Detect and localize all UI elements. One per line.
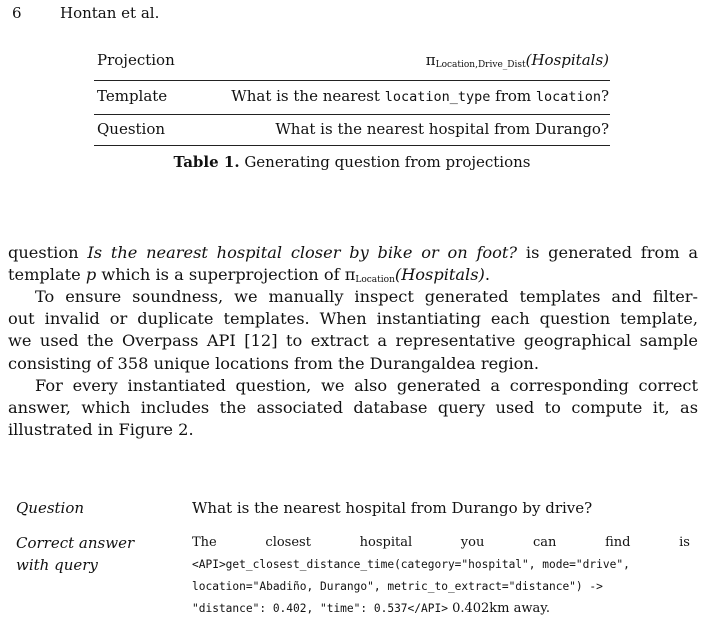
answer-label-line: with query bbox=[16, 556, 98, 574]
text-line: answer, which includes the associated database query used to compute it, as bbox=[8, 398, 698, 418]
row-value bbox=[231, 87, 609, 105]
answer-word: can bbox=[533, 535, 557, 550]
template-text: ? bbox=[600, 87, 609, 105]
answer-word: is bbox=[679, 535, 690, 550]
row-label: Projection bbox=[97, 51, 175, 69]
page-number: 6 bbox=[12, 4, 22, 22]
text-run: question bbox=[8, 243, 88, 262]
italic-run: p bbox=[85, 265, 97, 285]
api-call-line: <API>get_closest_distance_time(category="hospital", mode="drive", bbox=[192, 558, 630, 571]
row-label: Question bbox=[97, 120, 166, 138]
text-line: To ensure soundness, we manually inspect generated templates and filter- bbox=[35, 287, 698, 306]
projection-subscript: Location,Drive_Dist bbox=[435, 60, 526, 70]
text-run: template bbox=[8, 265, 86, 285]
paragraph-2 bbox=[8, 286, 698, 375]
template-code: location_type bbox=[384, 89, 491, 105]
text-line: out invalid or duplicate templates. When instantiating each question template, bbox=[8, 309, 698, 329]
text-run: . bbox=[484, 265, 491, 285]
answer-word: hospital bbox=[359, 535, 413, 550]
row-label: Template bbox=[97, 87, 168, 105]
answer-word: you bbox=[460, 535, 485, 550]
text-line: illustrated in Figure 2. bbox=[8, 420, 194, 440]
row-value bbox=[426, 51, 609, 70]
answer-tail: 0.402km away. bbox=[447, 601, 551, 616]
pi-symbol: π bbox=[344, 265, 356, 285]
row-value: What is the nearest hospital from Durango? bbox=[275, 120, 609, 138]
api-result-code: "distance": 0.402, "time": 0.537</API> bbox=[192, 602, 448, 615]
template-text: from bbox=[490, 87, 536, 105]
text-line: For every instantiated question, we also generated a corresponding correct bbox=[35, 376, 698, 395]
api-result-line bbox=[192, 598, 690, 620]
paragraph-3 bbox=[8, 375, 698, 442]
running-header bbox=[12, 4, 159, 22]
answer-word: The bbox=[192, 535, 217, 550]
paragraph-1 bbox=[8, 242, 698, 291]
text-line: consisting of 358 unique locations from the Durangaldea region. bbox=[8, 353, 540, 373]
answer-word: closest bbox=[265, 535, 311, 550]
italic-run: Is the nearest hospital closer by bike or on foot? bbox=[87, 243, 518, 262]
answer-label-line: Correct answer bbox=[16, 534, 135, 552]
running-authors: Hontan et al. bbox=[60, 4, 160, 22]
api-call-line: location="Abadiño, Durango", metric_to_extract="distance") -> bbox=[192, 580, 603, 593]
figure-question-text: What is the nearest hospital from Durango by drive? bbox=[192, 499, 593, 517]
answer-word: find bbox=[605, 535, 631, 550]
table-caption bbox=[0, 153, 704, 171]
table-rule bbox=[94, 80, 610, 81]
template-text: What is the nearest bbox=[231, 87, 385, 105]
figure-answer-label bbox=[16, 532, 134, 576]
table-rule bbox=[94, 145, 610, 146]
answer-first-line bbox=[192, 532, 690, 554]
text-line bbox=[8, 242, 698, 264]
figure-question-label: Question bbox=[16, 499, 85, 517]
template-code: location bbox=[535, 89, 601, 105]
text-line: we used the Overpass API [12] to extract a representative geographical sample bbox=[8, 331, 698, 351]
projection-argument: (Hospitals) bbox=[394, 265, 485, 285]
caption-label: Table 1. bbox=[173, 153, 240, 171]
caption-text: Generating question from projections bbox=[239, 153, 531, 171]
table-rule bbox=[94, 114, 610, 115]
text-run: is generated from a bbox=[517, 243, 699, 262]
figure-answer-block bbox=[192, 532, 690, 620]
projection-argument: (Hospitals) bbox=[525, 51, 609, 69]
pi-symbol: π bbox=[425, 51, 436, 69]
text-run: which is a superprojection of bbox=[96, 265, 345, 285]
projection-subscript: Location bbox=[355, 275, 395, 286]
